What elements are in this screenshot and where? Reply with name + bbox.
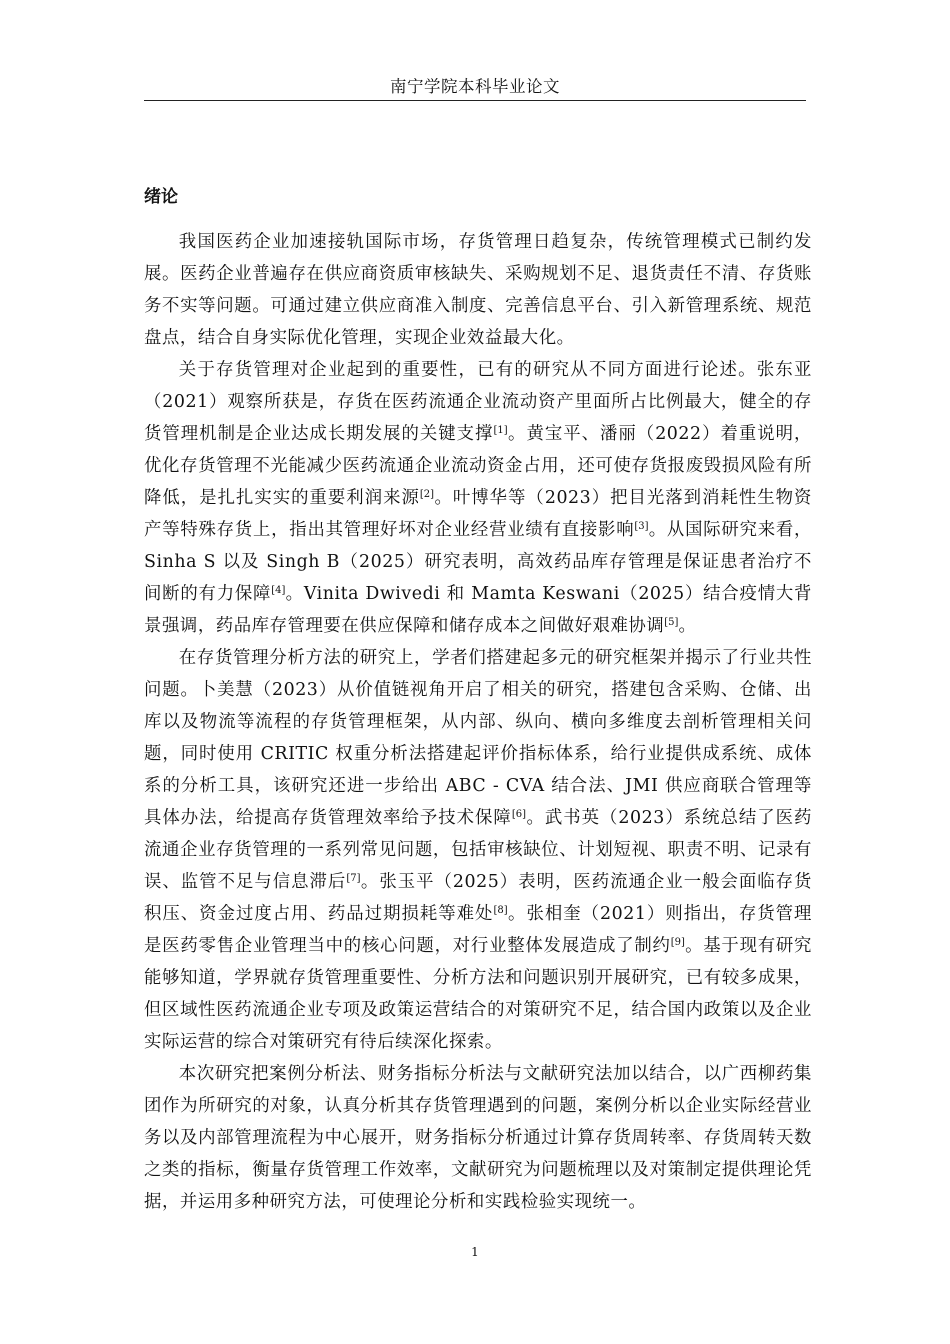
citation-marker: [7]	[346, 873, 361, 884]
paragraph-text: 关于存货管理对企业起到的重要性，已有的研究从不同方面进行论述。张东亚（2021）观察所获是，存货在医药流通企业流动资产里面所占比例最大，健全的存货管理机制是企业达成长期发展的关键支撑	[144, 360, 812, 444]
citation-marker: [1]	[493, 425, 508, 436]
paragraph	[144, 354, 812, 642]
citation-marker: [8]	[493, 905, 508, 916]
paragraph	[144, 226, 812, 354]
paragraph-text: 在存货管理分析方法的研究上，学者们搭建起多元的研究框架并揭示了行业共性问题。卜美慧（2023）从价值链视角开启了相关的研究，搭建包含采购、仓储、出库以及物流等流程的存货管理框架，从内部、纵向、横向多维度去剖析管理相关问题，同时使用 CRITIC 权重分析法搭建起评价指标体系，给行业提供成系统、成体系的分析工具，该研究还进一步给出 ABC - CVA 结合法、JMI 供应商联合管理等具体办法，给提高存货管理效率给予技术保障	[144, 648, 812, 828]
paragraph-text: 。基于现有研究能够知道，学界就存货管理重要性、分析方法和问题识别开展研究，已有较多成果，但区域性医药流通企业专项及政策运营结合的对策研究不足，结合国内政策以及企业实际运营的综合对策研究有待后续深化探索。	[144, 936, 812, 1052]
page-number: 1	[471, 1245, 479, 1259]
paragraph-text: 。黄宝平、潘丽（2022）着重说明，优化存货管理不光能减少医药流通企业流动资金占用，还可使存货报废毁损风险有所降低，是扎扎实实的重要利润来源	[144, 424, 812, 508]
citation-marker: [5]	[664, 617, 679, 628]
section-title: 绪论	[144, 187, 178, 207]
paragraph-text: 。从国际研究来看，Sinha S 以及 Singh B（2025）研究表明，高效药品库存管理是保证患者治疗不间断的有力保障	[144, 520, 813, 604]
paragraph	[144, 642, 812, 1058]
citation-marker: [2]	[419, 489, 435, 500]
header-divider	[144, 100, 806, 101]
body-text	[144, 226, 812, 1218]
running-header: 南宁学院本科毕业论文	[390, 77, 560, 96]
citation-marker: [3]	[634, 521, 649, 532]
paragraph-text: 。张相奎（2021）则指出，存货管理是医药零售企业管理当中的核心问题，对行业整体发展造成了制约	[144, 904, 812, 956]
paragraph	[144, 1058, 812, 1218]
citation-marker: [6]	[511, 809, 526, 820]
citation-marker: [4]	[271, 585, 286, 596]
paragraph-text: 本次研究把案例分析法、财务指标分析法与文献研究法加以结合，以广西柳药集团作为所研究的对象，认真分析其存货管理遇到的问题，案例分析以企业实际经营业务以及内部管理流程为中心展开，财务指标分析通过计算存货周转率、存货周转天数之类的指标，衡量存货管理工作效率，文献研究为问题梳理以及对策制定提供理论凭据，并运用多种研究方法，可使理论分析和实践检验实现统一。	[144, 1064, 812, 1212]
citation-marker: [9]	[670, 937, 685, 948]
paragraph-text: 。Vinita Dwivedi 和 Mamta Keswani（2025）结合疫情大背景强调，药品库存管理要在供应保障和储存成本之间做好艰难协调	[144, 584, 812, 636]
paragraph-text: 。叶博华等（2023）把目光落到消耗性生物资产等特殊存货上，指出其管理好坏对企业经营业绩有直接影响	[144, 488, 812, 540]
paragraph-text: 我国医药企业加速接轨国际市场，存货管理日趋复杂，传统管理模式已制约发展。医药企业普遍存在供应商资质审核缺失、采购规划不足、退货责任不清、存货账务不实等问题。可通过建立供应商准入制度、完善信息平台、引入新管理系统、规范盘点，结合自身实际优化管理，实现企业效益最大化。	[144, 232, 812, 348]
paragraph-text: 。张玉平（2025）表明，医药流通企业一般会面临存货积压、资金过度占用、药品过期损耗等难处	[144, 872, 812, 924]
paragraph-text: 。武书英（2023）系统总结了医药流通企业存货管理的一系列常见问题，包括审核缺位、计划短视、职责不明、记录有误、监管不足与信息滞后	[144, 808, 812, 892]
paragraph-text: 。	[678, 616, 697, 636]
